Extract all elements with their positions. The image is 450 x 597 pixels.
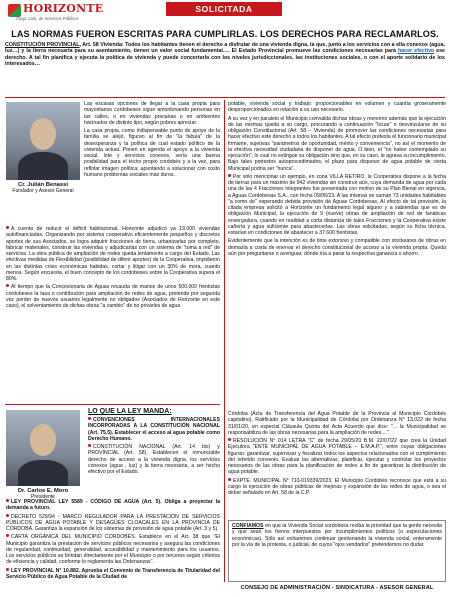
ley-list-bottom <box>6 499 220 582</box>
intro-paragraph <box>5 42 445 67</box>
bullet-icon <box>88 417 91 420</box>
right-lower-paragraph-3: EXPTE. MUNICIPAL N° 710-019339/2023. El Municipio Cordobés reconoce que está a su cargo la ejecución de obras públicas de mejoras y expansión de las redes de agua, o sea el deber señalado en Art. 58 de la C.P. <box>228 477 446 496</box>
ley-item: DECRETO 529/94 - MARCO REGULADOR PARA LA PRESTACIÓN DE SERVICIOS PÚBLICOS DE AGUA POTABLE Y DESAGÜES CLOACALES EN LA PROVINCIA DE CÓRDOBA. Garantiza la expansión de los sistemas de provisión de agua potable (Art. 3 y 5). <box>6 513 220 532</box>
right-lower-paragraph-2: RESOLUCIÓN N° 014 LETRA "C" de fecha 29/05/20 B.M. 22/07/22 que crea la Unidad Ejecutora "ENTE MUNICIPAL DE AGUA POTABLE – E.M.A.P.", entre cuyas obligaciones figuran: garantizar, supervisar y fiscalizar todos los aspectos relacionados con el cumplimiento del referido convenio. Evaluar las alternativas, planificar, ejecutar y controlar los proyectos necesarios de las obras para la planificación de redes a fin de garantizar la distribución de agua potable. <box>228 438 446 476</box>
top-divider <box>5 97 445 98</box>
page-header <box>0 0 450 26</box>
confiamos-text: en que la Vivienda Social cordobesa reciba la prioridad que la gente necesita y que sean los frenos interpuestos por incumplimientos políticos (o especulaciones económicas). Sólo así evitaremos continuar gestionando la vivienda social, enteramente por la vía de la protesta, o judicial, de cuyos "ojos vendados" pretendemos no dudar. <box>232 523 442 548</box>
logo-subtitle: Coop. Ltda. de Servicios Públicos <box>16 16 79 21</box>
confiamos-box <box>228 520 446 582</box>
ley-item: LEY PROVINCIAL LEY 5589 - CÓDIGO DE AGUA (Art. 5). Obliga a proyectar la demanda a futuro. <box>6 499 220 512</box>
right-paragraph-1: potable, vivienda social y trabajo: proporcionables en volumen y cuantía groseramente desproporcionados en relación a su uso necesario. <box>228 101 446 114</box>
ley-item: CONSTITUCIÓN NACIONAL (Art. 14 bis) y PROVINCIAL (Art. 58). Establecen el inmunciable derecho de acceso a la vivienda digna, los servicios conexos (agua , luz) y la tierra necesaria, a ser hecho efectivo por el Estado. <box>88 444 220 475</box>
left-paragraph-2: La casa propia, como indispensable punto de apoyo de la familia se alejó, figuran al fin de "la fabula" de la desesperanza y la política de cual estado político de la vivienda actual. Ponen en agenda el apoyo a la vivienda social, lote y servicios conexos, sería una buena posibilidad para el techo propio cordobés y a la vez, para reflotar imagen política; apuntando a solucionar con costo humano problemas sociales más duros. <box>84 128 220 178</box>
bullet-icon <box>6 514 9 517</box>
bullet-icon <box>6 499 9 502</box>
right-col-lower <box>228 411 446 498</box>
left-paragraph-1: Las escasas opciones de llegar a la casa propia para mayoritarios cordobeses sigue amontonando personas en las calles, o en viviendas precarias o en ambientes hacinados de distinto tipo, según pobres apreciar. <box>84 101 220 126</box>
left-paragraph-4: Al tiempo que la Concesionaria de Aguas recauda de manos de unos 500.000 frentistas cordobeses la tasa o contribución para ampliación de redes de agua, pretende por segunda vez perder de nuevos usuarios legalmente no obligados (Asociados de Horizonte en este caso), el solventamiento de dichas obras "a cambio" de no privarles de agua <box>6 284 220 309</box>
right-paragraph-2: A su vez y en paralelo el Municipio convalida dichas obras y menores además que la ejecución de las mismas queda a su cargo, procurando a continuación "licuar" o desvincularse de su obligación Constitucional (Art. 58 – Vivienda) de promover las condiciones necesarias para hacer efectivo este derecho a todos los habitantes. A tal efecto pretexta el funcionario municipal firmante, sujetivas "parámetros de oportunidad, mérito y conveniencia", no así el momento de la efectiva necesidad ciudadana de disponer de agua. O bien, el "no haber contemplado su ejecución", lo cual no extingue su obligación sino que, en su caso, le agrava su incumplimiento. Bajo tales pretextos autoprocedimados, el plazo para disponer de agua potable de cierta Municipal podría ser "nunca". <box>228 115 446 172</box>
intro-lead: CONSTITUCIÓN PROVINCIAL <box>5 42 80 48</box>
confiamos-lead: CONFIAMOS <box>232 523 264 529</box>
intro-tail: ese derecho. A tal fin planifica y ejecuta la política de vivienda y puede concertarla con los niveles jurisdiccionales, las instituciones sociales, o con el aporte solidario de los interesados… <box>5 48 445 67</box>
left-col-body <box>6 226 220 311</box>
column-divider <box>224 100 225 582</box>
right-lower-paragraph-1: Córdoba (Acta de Transferencia del Agua Potable de la Provincia al Municipio Cordobés capitalino). Ratificado por la Municipalidad de Córdoba por Ordenanza N° 13.022 de fecha 31/01/20, en especial Cláusula Quinta del Acta Acuerdo que dice: "... la Municipalidad se responsabiliza de las obras necesarias para la ampliación de redes....". <box>228 411 446 436</box>
intro-highlight: hacer efectivo <box>397 48 435 55</box>
right-paragraph-3: Por sólo mencionar un ejemplo, en zona VILLA RETIRO, la Cooperativa dispone a la fecha de tierras para un máximo de 942 viviendas sin construir aún, cuya demanda de agua por cada una de las 4 Fracciones integrantes fue presentada con motivo de su Plan Bienal en vigencia, a Aguas Cordobesas S.A., con fecha 09/06/23. A las mismas se suman 73 unidades habitables "a como de" esperando debida provisión de Aguas Cordobesas. Al efecto de tal provisión, la citada empresa solicitó a Horizonte un fundamento legal alguno y a sabiendas que es de obligación Municipal, la ejecución de 9 (nueve) obras de ampliación de red de fanáticas envergadura, cuando en realidad a corta distancia de tales Fracciones y la Cooperativa existe cañería y agua suficiente para abastecerlas. Las obras solicitadas, según su ficha técnica, estarían en condiciones de abastecer a 37.600 frentistas. <box>228 173 446 236</box>
left-divider <box>5 404 220 405</box>
bullet-icon <box>6 284 9 287</box>
bullet-icon <box>6 534 9 537</box>
right-col-top <box>228 101 446 259</box>
bullet-icon <box>88 444 91 447</box>
person-role: Fundador y Asesor General <box>12 188 74 194</box>
intro-text: , Art. 58 Vivienda: Todos los habitantes tienen el derecho a disfrutar de una vivienda digna, la que, junto a los servicios con a ella conexos (agua, luz…) y la tierra necesaria para su asentamiento, tienen un valor social fundamental…. El Estado Provincial promueve las condiciones necesarias para <box>5 42 445 55</box>
photo-benassi <box>6 102 80 180</box>
bullet-icon <box>6 568 9 571</box>
ley-item: CONVENCIONES INTERNACIONALES INCORPORADAS A LA CONSTITUCIÓN NACIONAL (Art. 75.5). Establecer el acceso al agua potable como Derecho Humano. <box>88 417 220 442</box>
bullet-icon <box>6 226 9 229</box>
person-role: Presidente <box>31 494 55 500</box>
left-col-wrap <box>84 101 220 180</box>
ley-item: LEY PROVINCIAL N° 10.882. Aprueba el Convenio de Transferencia de Titularidad del Servicio Público de Agua Potable de la Ciudad de <box>6 567 220 580</box>
photo-moro <box>6 410 80 486</box>
left-paragraph-3: A cuenta de reducir el déficit habitacional, Horizonte adjudicó ya 19.000 viviendas autofinanciadas. Organizando por sistema cooperativo eficientemente pequeños y discretos aportes de sus Asociados, se logra adquirir fracciones de tierra, urbanizarlas por completo, fabricar materiales, construir las viviendas y adjudicarlas con un sistema de "toma a red" de servicios. La obra pública de ampliación de redes queda lentamente a cargo del Estado. Las efectivas medidas de Flexibilidad (posibilidad de diferir aportes) de la Cooperativa, impidieron en las distintas crisis económicas habidas, cortar y litigar con un 30% de mora, cuanto menos. Según encuesta, el buen concepto de los cordobeses sobre la Cooperativa supera el 80%. <box>6 226 220 282</box>
bullet-icon <box>228 478 231 481</box>
horizonte-logo <box>8 2 104 26</box>
headline: LAS NORMAS FUERON ESCRITAS PARA CUMPLIRLAS. LOS DERECHOS PARA RECLAMARLOS. <box>11 29 439 39</box>
bullet-icon <box>228 174 231 177</box>
caption-benassi <box>6 182 80 194</box>
ley-list-top <box>88 417 220 477</box>
person-name: Cr. Julián Benassi <box>18 182 68 188</box>
logo-text: HORIZONTE <box>23 2 104 15</box>
footer-signature: CONSEJO DE ADMINISTRACIÓN - SINDICATURA - ASESOR GENERAL <box>240 585 434 591</box>
ley-title: LO QUE LA LEY MANDA: <box>88 408 172 415</box>
right-paragraph-4: Evidentemente que la intención es de tinte extorsivo y compatible con stockeares de obras en demasía a costa de enervar el derecho constitucional de acceso a la vivienda propia. Queda aún por preguntarse o averiguar, dónde iría a parar la respectiva ganancia o ahorro. <box>228 238 446 257</box>
bullet-icon <box>228 438 231 441</box>
person-name: Dr. Carlos E. Moro <box>17 488 69 494</box>
ley-item: CARTA ORGÁNICA DEL MUNICIPIO CORDOBÉS. Establece en el Art. 38 que "El Municipio garantiza la prestación de servicios públicos necesarios y asegura las condiciones de regularidad, continuidad, generalidad, accesibilidad y mantenimiento para los usuarios. Los servicios públicos se brindan directamente por el Municipio o por terceros según criterios de eficiencia y calidad, conforme lo reglamenta las Ordenanzas". <box>6 534 220 566</box>
solicitada-banner: SOLICITADA <box>166 2 282 16</box>
